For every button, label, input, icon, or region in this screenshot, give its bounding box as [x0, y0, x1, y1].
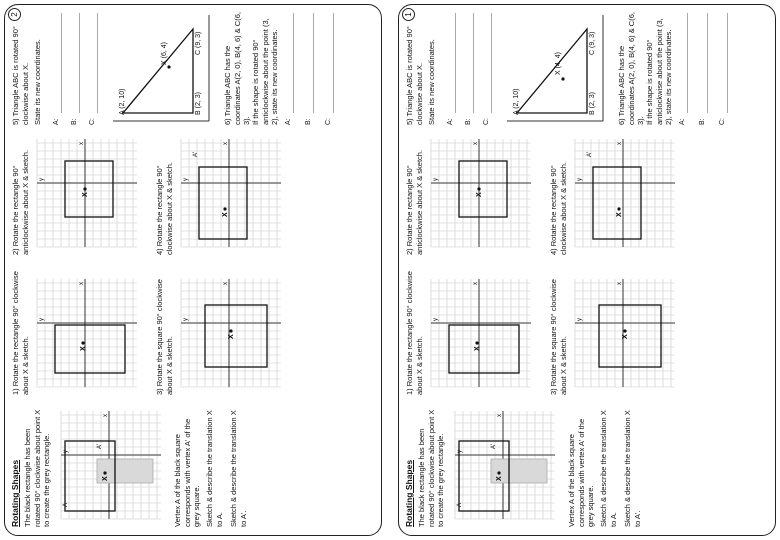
triangle-vertex-a: A (2, 10): [513, 88, 520, 115]
q1-grid-svg: [33, 275, 141, 393]
question-5: 5) Triangle ABC is rotated 90° clockwise about X.: [405, 26, 424, 125]
answer-line-a[interactable]: [455, 13, 456, 113]
answer-label-b: B:: [465, 118, 472, 125]
rotation-point: [617, 207, 620, 210]
example-grid-svg: [57, 407, 165, 525]
black-rectangle: [205, 305, 267, 367]
answer-label-a: A:: [53, 118, 60, 125]
bullet-vertex: Vertex A of the black square corresponds with vertex A' of the grey square.: [567, 418, 595, 527]
rotation-point-label: X: [616, 212, 623, 217]
question-3: 3) Rotate the square 90° clockwise about X & sketch.: [549, 279, 568, 395]
y-axis-label: y: [183, 318, 189, 321]
x-axis-label: x: [223, 142, 229, 145]
q6-answer-label-c: C:: [325, 118, 332, 125]
rotation-point-label: X: [80, 346, 87, 351]
q2-grid: [33, 135, 146, 253]
q4-grid: [571, 135, 684, 253]
q6-answer-line-b[interactable]: [313, 13, 314, 113]
q5-state: State its new coordinates.: [33, 39, 42, 125]
vertex-a-prime-label: A': [587, 151, 593, 157]
rotation-point-label: X: [474, 346, 481, 351]
black-rectangle: [599, 305, 661, 367]
y-axis-label: y: [63, 450, 69, 453]
q6-answer-label-c: C:: [719, 118, 726, 125]
bullet-vertex: Vertex A of the black square corresponds with vertex A' of the grey square.: [173, 418, 201, 527]
q6-answer-label-b: B:: [305, 118, 312, 125]
triangle-vertex-c: C (9, 3): [589, 31, 596, 55]
q4-grid-svg: [571, 135, 679, 253]
q1-grid: [33, 275, 146, 393]
question-1: 1) Rotate the rectangle 90° clockwise about X & sketch.: [11, 271, 30, 395]
triangle-vertex-b: B (2, 3): [195, 92, 202, 115]
worksheet-page-1: [398, 4, 776, 536]
y-axis-label: y: [457, 450, 463, 453]
q6-answer-line-a[interactable]: [687, 13, 688, 113]
q2-grid-svg: [33, 135, 141, 253]
bullet-translation-a: Sketch & describe the translation X to A.: [205, 410, 224, 527]
rotation-point: [229, 329, 232, 332]
answer-label-b: B:: [71, 118, 78, 125]
answer-line-c[interactable]: [97, 13, 98, 113]
rotation-point-label: X: [228, 334, 235, 339]
triangle-vertex-b: B (2, 3): [589, 92, 596, 115]
rotation-point: [81, 341, 84, 344]
q6-answer-label-b: B:: [699, 118, 706, 125]
question-2: 2) Rotate the rectangle 90° anticlockwise about X & sketch.: [11, 149, 30, 255]
black-rectangle: [55, 325, 125, 373]
worksheet-rotated-content: [5, 5, 381, 535]
question-6-note: If the shape is rotated 90° anticlockwise about the point (3, 2), state its new coordinates.: [645, 18, 673, 125]
q6-answer-line-a[interactable]: [293, 13, 294, 113]
black-rectangle: [199, 167, 247, 239]
rotation-point: [103, 471, 106, 474]
vertex-a-label: A: [63, 502, 69, 507]
worksheet-rotated-content: [399, 5, 775, 535]
rotation-point-label: X: [102, 476, 109, 481]
worksheet-title: Rotating Shapes: [10, 459, 20, 527]
q3-grid-svg: [177, 275, 285, 393]
worksheet-page-2: [4, 4, 382, 536]
answer-line-a[interactable]: [61, 13, 62, 113]
rotation-point: [223, 207, 226, 210]
question-6: 6) Triangle ABC has the coordinates A(2, 0), B(4, 6) & C(6, 3).: [223, 12, 251, 125]
rotation-point-label: X: [476, 192, 483, 197]
rotation-point: [477, 187, 480, 190]
x-axis-label: x: [223, 282, 229, 285]
example-grid: [451, 407, 564, 525]
vertex-a-prime-label: A': [491, 443, 497, 449]
answer-line-b[interactable]: [473, 13, 474, 113]
black-rectangle: [593, 167, 641, 239]
rotation-point: [83, 187, 86, 190]
q4-grid-svg: [177, 135, 285, 253]
bullet-translation-a-prime: Sketch & describe the translation X to A'.: [623, 410, 642, 527]
intro-text: The black rectangle has been rotated 90° clockwise about point X to create the grey rectangle.: [417, 409, 445, 527]
rotation-point: [623, 329, 626, 332]
y-axis-label: y: [39, 178, 45, 181]
q4-grid: [177, 135, 290, 253]
vertex-a-label: A: [457, 502, 463, 507]
q2-grid-svg: [427, 135, 535, 253]
x-axis-label: x: [103, 414, 109, 417]
example-grid: [57, 407, 170, 525]
x-axis-label: x: [497, 414, 503, 417]
intro-text: The black rectangle has been rotated 90° clockwise about point X to create the grey rectangle.: [23, 409, 51, 527]
q6-answer-line-c[interactable]: [333, 13, 334, 113]
triangle-vertex-c: C (9, 3): [195, 31, 202, 55]
q1-grid-svg: [427, 275, 535, 393]
q3-grid: [571, 275, 684, 393]
vertex-a-prime-label: A': [97, 443, 103, 449]
bullet-translation-a-prime: Sketch & describe the translation X to A'.: [229, 410, 248, 527]
rotation-point-label: X: [222, 212, 229, 217]
rotation-point: [497, 471, 500, 474]
bullet-translation-a: Sketch & describe the translation X to A.: [599, 410, 618, 527]
answer-label-c: C:: [89, 118, 96, 125]
q2-grid: [427, 135, 540, 253]
x-axis-label: x: [79, 142, 85, 145]
triangle-point-x: X (4, 4): [555, 52, 562, 75]
question-2: 2) Rotate the rectangle 90° anticlockwise about X & sketch.: [405, 149, 424, 255]
worksheet-title: Rotating Shapes: [404, 459, 414, 527]
example-grid-svg: [451, 407, 559, 525]
question-6: 6) Triangle ABC has the coordinates A(2, 0), B(4, 6) & C(6, 3).: [617, 12, 645, 125]
x-axis-label: x: [79, 282, 85, 285]
question-1: 1) Rotate the rectangle 90° clockwise about X & sketch.: [405, 271, 424, 395]
black-rectangle: [449, 325, 519, 373]
rotation-point-label: X: [82, 192, 89, 197]
x-axis-label: x: [473, 142, 479, 145]
question-4: 4) Rotate the rectangle 90° clockwise about X & sketch.: [549, 162, 568, 255]
x-axis-label: x: [473, 282, 479, 285]
q6-answer-label-a: A:: [285, 118, 292, 125]
y-axis-label: y: [433, 318, 439, 321]
y-axis-label: y: [577, 178, 583, 181]
q3-grid-svg: [571, 275, 679, 393]
black-rectangle: [459, 161, 507, 217]
page-number: 1: [402, 8, 415, 21]
triangle-point-x: X (6, 4): [161, 42, 168, 65]
triangle-vertex-a: A (2, 10): [119, 88, 126, 115]
q6-answer-label-a: A:: [679, 118, 686, 125]
answer-label-a: A:: [447, 118, 454, 125]
y-axis-label: y: [39, 318, 45, 321]
y-axis-label: y: [433, 178, 439, 181]
q1-grid: [427, 275, 540, 393]
q6-answer-line-b[interactable]: [707, 13, 708, 113]
q6-answer-line-c[interactable]: [727, 13, 728, 113]
answer-line-c[interactable]: [491, 13, 492, 113]
rotation-point-label: X: [622, 334, 629, 339]
x-axis-label: x: [617, 142, 623, 145]
rotation-point-label: X: [496, 476, 503, 481]
question-4: 4) Rotate the rectangle 90° clockwise about X & sketch.: [155, 162, 174, 255]
answer-line-b[interactable]: [79, 13, 80, 113]
q3-grid: [177, 275, 290, 393]
y-axis-label: y: [577, 318, 583, 321]
question-5: 5) Triangle ABC is rotated 90° clockwise about X.: [11, 26, 30, 125]
question-6-note: If the shape is rotated 90° anticlockwise about the point (3, 2), state its new coordinates.: [251, 18, 279, 125]
page-number: 2: [8, 8, 21, 21]
answer-label-c: C:: [483, 118, 490, 125]
y-axis-label: y: [183, 178, 189, 181]
x-axis-label: x: [617, 282, 623, 285]
q5-state: State its new coordinates.: [427, 39, 436, 125]
rotation-point: [475, 341, 478, 344]
vertex-a-prime-label: A': [193, 151, 199, 157]
question-3: 3) Rotate the square 90° clockwise about X & sketch.: [155, 279, 174, 395]
black-rectangle: [65, 161, 113, 217]
